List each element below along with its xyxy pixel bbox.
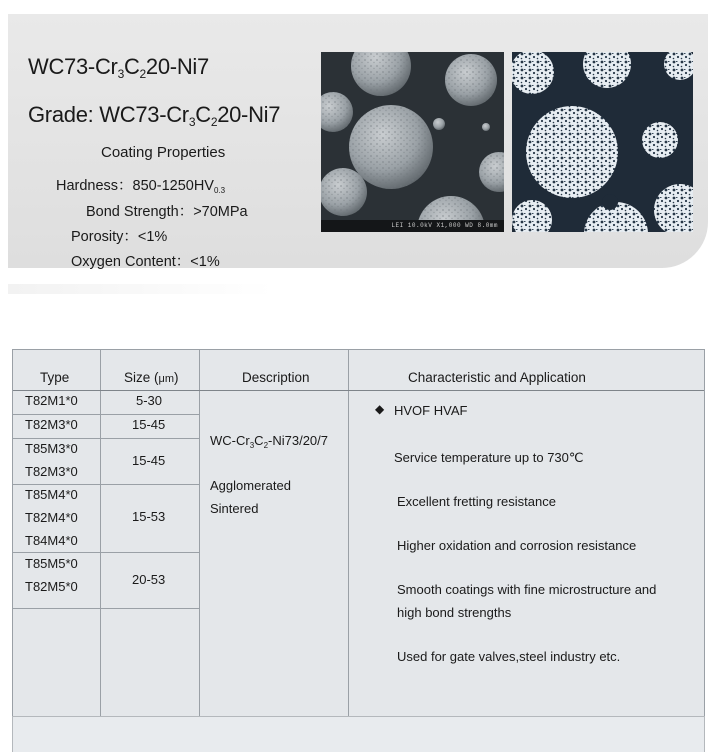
row-divider <box>13 414 200 415</box>
size-cell: 15-45 <box>132 453 166 468</box>
characteristic-item: Smooth coatings with fine microstructure and <box>397 582 657 597</box>
row-divider <box>13 552 200 553</box>
characteristic-item: Service temperature up to 730℃ <box>394 450 584 465</box>
process-hvof-hvaf: HVOF HVAF <box>394 403 468 418</box>
hardness-property: Hardness：$850-1250HV_{0.3}$ <box>56 178 226 195</box>
column-divider <box>348 350 349 719</box>
header-description: Description <box>242 370 310 385</box>
oxygen-content-property: Oxygen Content：<1% <box>71 254 220 270</box>
characteristic-item: high bond strengths <box>397 605 512 620</box>
header-separator <box>13 390 704 391</box>
diamond-bullet-icon: ◆ <box>375 402 385 416</box>
size-cell: 20-53 <box>132 572 166 587</box>
type-cell: T85M5*0 <box>25 556 78 571</box>
cross-section-micrograph-image <box>512 52 693 232</box>
type-cell: T85M4*0 <box>25 487 78 502</box>
product-spec-table <box>12 349 705 719</box>
table-footer-band <box>12 716 705 752</box>
type-cell: T82M5*0 <box>25 579 78 594</box>
type-cell: T82M3*0 <box>25 464 78 479</box>
column-divider <box>100 350 101 719</box>
porosity-property: Porosity：<1% <box>71 229 168 245</box>
row-divider <box>13 484 200 485</box>
size-cell: 15-45 <box>132 417 166 432</box>
description-formula: $WC-Cr_3C_2-Ni73/20/7$ <box>210 433 328 450</box>
type-cell: T85M3*0 <box>25 441 78 456</box>
type-cell: T82M1*0 <box>25 393 78 408</box>
decorative-divider <box>8 284 273 294</box>
coating-properties-title: Coating Properties <box>101 144 226 161</box>
size-cell: 5-30 <box>136 393 163 408</box>
type-cell: T82M3*0 <box>25 417 78 432</box>
header-characteristic: Characteristic and Application <box>408 370 586 385</box>
type-cell: T82M4*0 <box>25 510 78 525</box>
bond-strength-property: Bond Strength：>70MPa <box>86 204 248 220</box>
type-cell: T84M4*0 <box>25 533 78 548</box>
product-grade: Grade: $WC73-Cr_3C_220-Ni7$ <box>28 102 281 129</box>
column-divider <box>199 350 200 719</box>
sem-powder-morphology-image: LEI 10.0kV X1,000 WD 8.0mm <box>321 52 504 232</box>
description-agglomerated: Agglomerated <box>210 478 291 493</box>
header-size: Size (μm) <box>124 370 179 385</box>
product-title: $WC73-Cr_3C_220-Ni7$ <box>28 54 209 81</box>
characteristic-item: Excellent fretting resistance <box>397 494 556 509</box>
characteristic-item: Higher oxidation and corrosion resistance <box>397 538 637 553</box>
characteristic-item: Used for gate valves,steel industry etc. <box>397 649 621 664</box>
header-type: Type <box>40 370 70 385</box>
description-sintered: Sintered <box>210 501 259 516</box>
row-divider <box>13 438 200 439</box>
row-divider <box>13 608 200 609</box>
size-cell: 15-53 <box>132 509 166 524</box>
